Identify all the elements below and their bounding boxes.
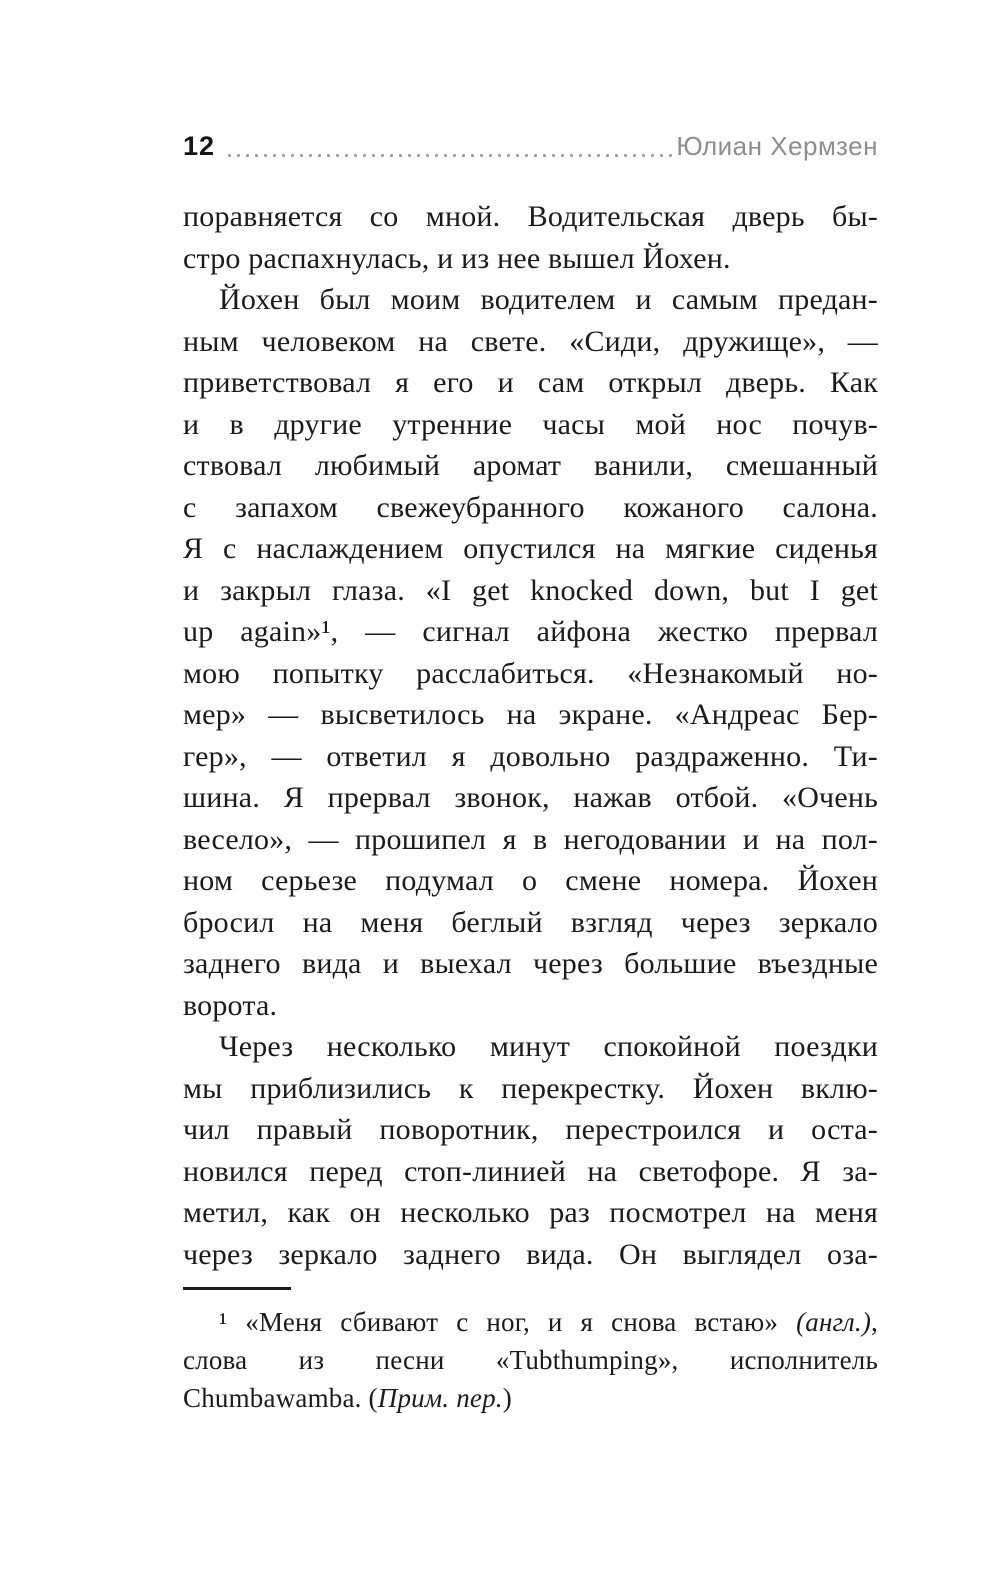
footnote-line [183,1303,878,1341]
text-line: Йохен был моим водителем и самым предан- [219,283,878,316]
footnote-rule [183,1287,291,1290]
footnote-line: слова из песни «Tubthumping», исполнитель [183,1345,878,1375]
text-line: весело», — прошипел я в негодовании и на пол- [183,822,878,856]
footnote-text: ¹ «Меня сбивают с ног, и я снова встаю» [219,1307,797,1337]
footnote-text: , [871,1307,878,1337]
text-line: мер» — высветилось на экране. «Андреас Бер- [183,698,878,731]
text-line: Я с наслаждением опустился на мягкие сиденья [183,532,878,565]
author-name: Юлиан Хермзен [676,131,878,161]
dotted-leader [225,153,674,158]
text-line: мою попытку расслабиться. «Незнакомый но- [183,656,878,690]
footnote-translator-note: Прим. пер. [377,1383,503,1413]
text-line: ствовал любимый аромат ванили, смешанный [183,449,878,482]
body-text [183,196,878,1275]
text-line: ном серьезе подумал о смене номера. Йохен [183,864,878,897]
text-line: метил, как он несколько раз посмотрел на меня [183,1196,878,1229]
text-line: ворота. [183,988,278,1022]
text-line: новился перед стоп-линией на светофоре. Я за- [183,1154,878,1188]
text-line: поравняется со мной. Водительская дверь бы- [183,200,878,233]
text-line: стро распахнулась, и из нее вышел Йохен. [183,241,731,275]
text-line: с запахом свежеубранного кожаного салона. [183,490,878,524]
footnote-language-note: (англ.) [796,1307,872,1337]
text-line: чил правый поворотник, перестроился и оста- [183,1113,878,1146]
text-line: ным человеком на свете. «Сиди, дружище», — [183,324,878,358]
footnote-line [183,1379,878,1417]
text-line: шина. Я прервал звонок, нажав отбой. «Очень [183,781,878,814]
text-line: мы приблизились к перекрестку. Йохен вклю- [183,1071,878,1105]
text-line: приветствовал я его и сам открыл дверь. Как [183,366,878,399]
text-line: up again»¹, — сигнал айфона жестко прервал [183,615,878,648]
text-line: гер», — ответил я довольно раздраженно. Ти- [183,739,878,773]
text-line: Через несколько минут спокойной поездки [219,1030,878,1063]
text-line: бросил на меня беглый взгляд через зеркало [183,905,878,939]
text-line: и закрыл глаза. «I get knocked down, but I get [183,573,878,607]
footnote-text: Chumbawamba. ( [183,1383,378,1413]
page-number: 12 [183,131,216,161]
text-line: заднего вида и выехал через большие въездные [183,947,878,980]
running-head [183,131,878,162]
footnote [183,1287,878,1417]
footnote-text: ) [502,1383,512,1413]
text-line: через зеркало заднего вида. Он выглядел оза- [183,1237,878,1271]
text-line: и в другие утренние часы мой нос почув- [183,407,878,441]
